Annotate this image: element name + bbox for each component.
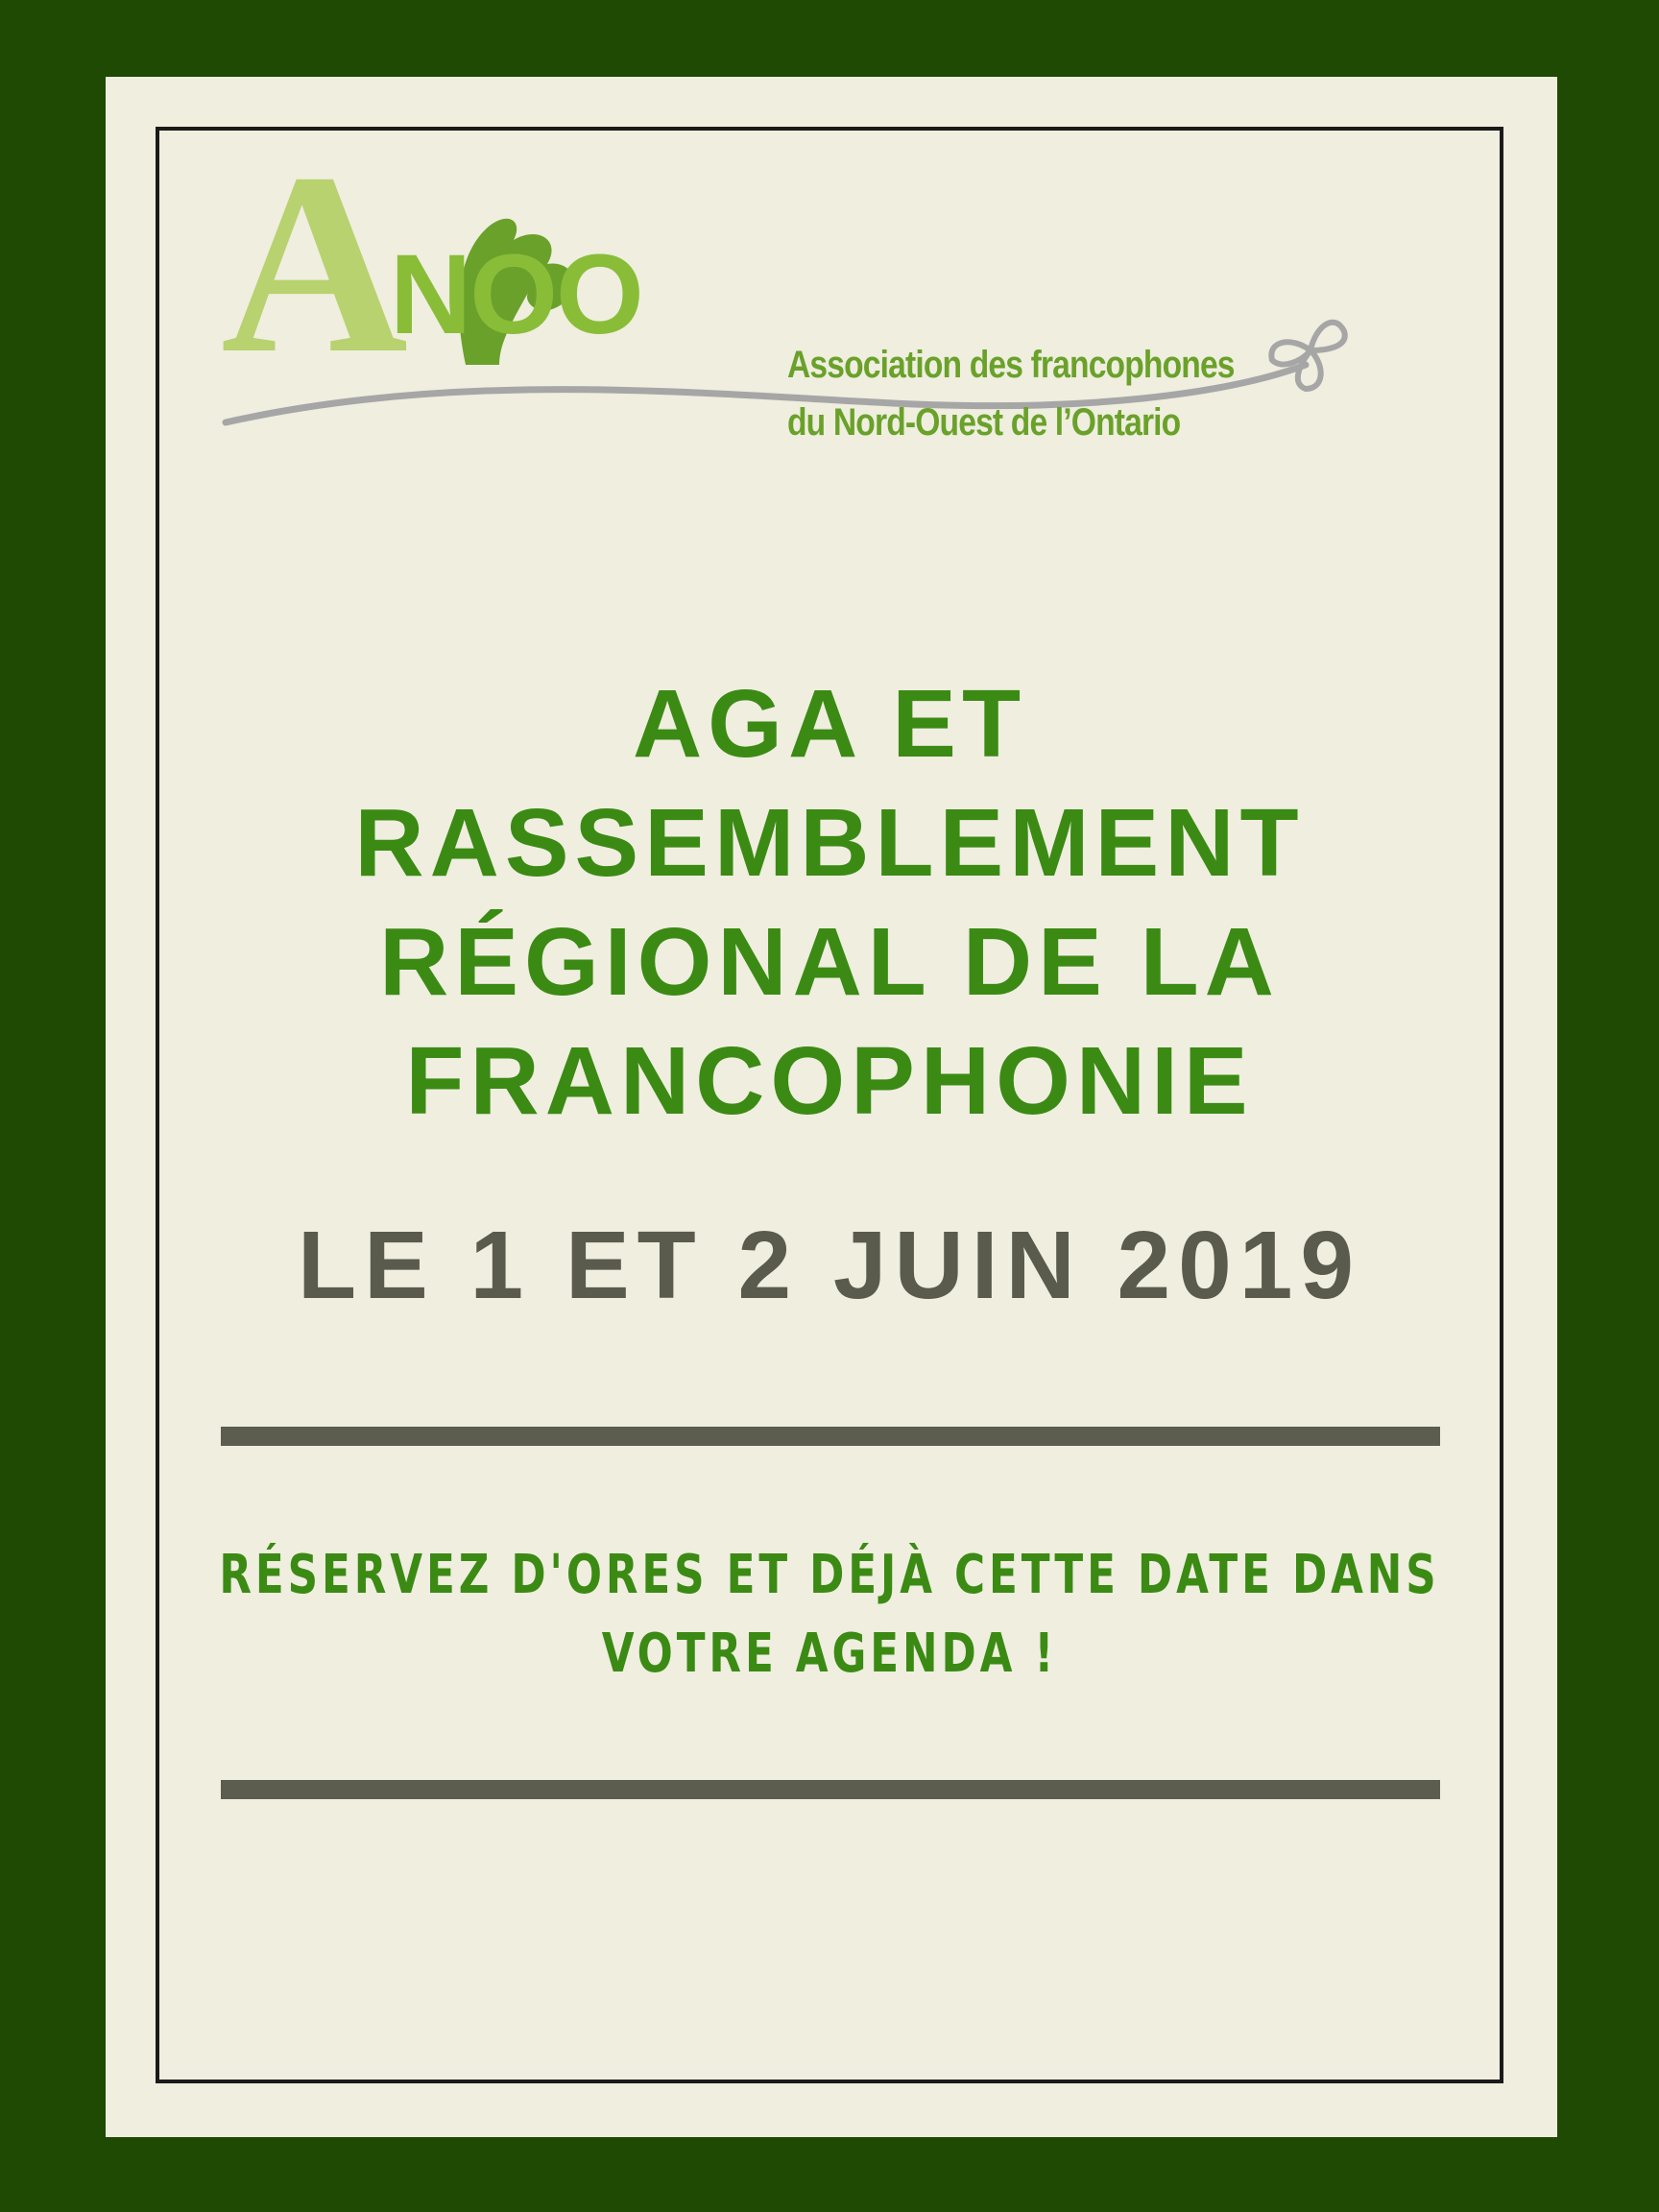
headline-line3: RÉGIONAL DE LA <box>379 908 1280 1016</box>
logo-tagline <box>787 336 1238 451</box>
afnoo-logo <box>221 120 1373 444</box>
logo-letter-a: A <box>221 120 404 407</box>
event-date: LE 1 ET 2 JUIN 2019 <box>297 1212 1361 1319</box>
headline-line1: AGA ET <box>632 670 1027 778</box>
logo-tagline-line2: du Nord-Ouest de l’Ontario <box>787 401 1181 444</box>
cta-line1: RÉSERVEZ D'ORES ET DÉJÀ CETTE DATE DANS <box>219 1544 1440 1606</box>
logo-letters-noo: NOO <box>390 231 642 358</box>
headline-line4: FRANCOPHONIE <box>405 1027 1254 1135</box>
event-headline <box>0 664 1659 1141</box>
headline-line2: RASSEMBLEMENT <box>354 789 1305 897</box>
cta-line2: VOTRE AGENDA ! <box>601 1623 1058 1685</box>
divider-top <box>221 1427 1440 1446</box>
call-to-action <box>0 1536 1659 1694</box>
logo-tagline-line1: Association des francophones <box>787 344 1235 386</box>
trillium-icon <box>1271 323 1344 389</box>
divider-bottom <box>221 1780 1440 1799</box>
